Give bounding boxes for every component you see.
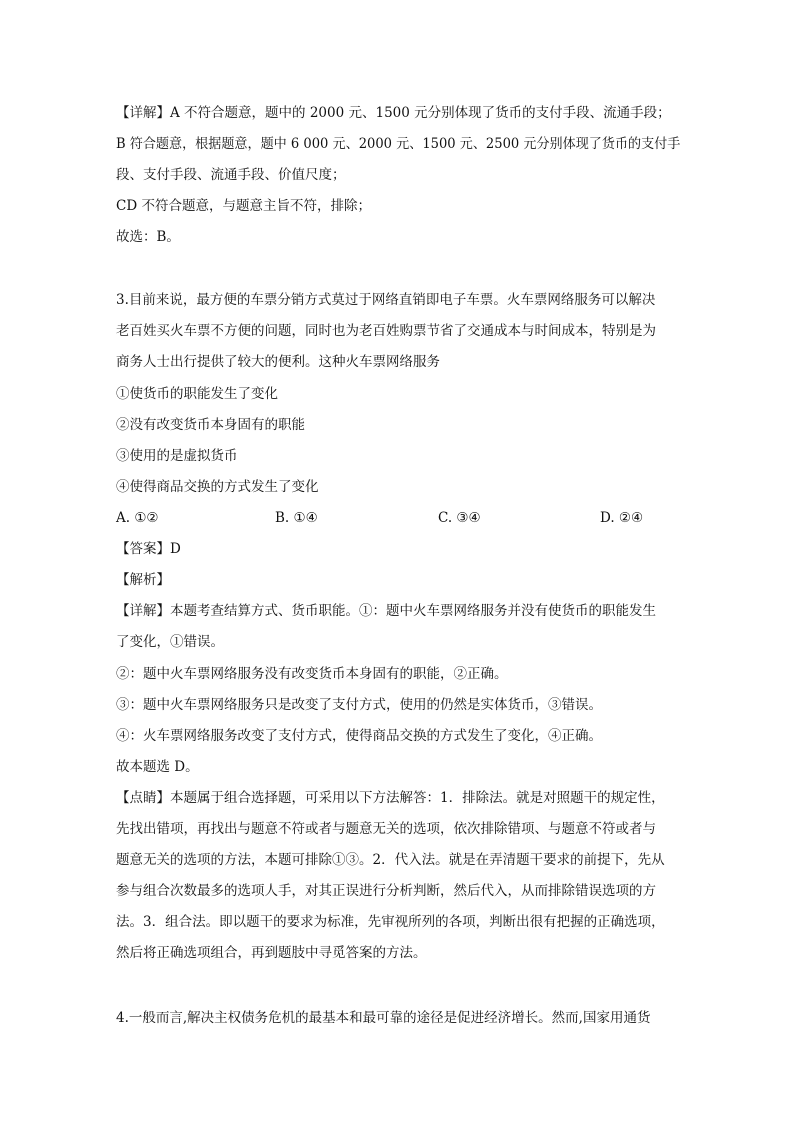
tips-line-4: 参与组合次数最多的选项人手，对其正误进行分析判断，然后代入，从而排除错误选项的方	[116, 883, 656, 899]
option-b: B. ①④	[275, 510, 318, 526]
detail-paragraph-line-3: 段、支付手段、流通手段、价值尺度；	[116, 167, 346, 183]
analysis-line-2: 了变化，①错误。	[116, 634, 224, 650]
option-d: D. ②④	[600, 510, 644, 526]
analysis-line-4: ③：题中火车票网络服务只是改变了支付方式，使用的仍然是实体货币，③错误。	[116, 697, 602, 713]
detail-paragraph-line-4: CD 不符合题意，与题意主旨不符，排除；	[116, 198, 371, 214]
question-3-stem-line-1: 3.目前来说，最方便的车票分销方式莫过于网络直销即电子车票。火车票网络服务可以解决	[116, 292, 656, 308]
question-3-item-2: ②没有改变货币本身固有的职能	[116, 417, 305, 433]
question-4-stem-line-1: 4.一般而言,解决主权债务危机的最基本和最可靠的途径是促进经济增长。然而,国家用通货	[116, 1010, 651, 1026]
tips-line-6: 然后将正确选项组合，再到题肢中寻觅答案的方法。	[116, 945, 427, 961]
analysis-line-5: ④：火车票网络服务改变了支付方式，使得商品交换的方式发生了变化，④正确。	[116, 728, 602, 744]
option-a: A. ①②	[116, 510, 159, 526]
detail-conclusion: 故选：B。	[116, 229, 180, 245]
question-3-item-4: ④使得商品交换的方式发生了变化	[116, 479, 319, 495]
detail-paragraph-line-1: 【详解】A 不符合题意，题中的 2000 元、1500 元分别体现了货币的支付手段、流通手段；	[116, 105, 671, 121]
analysis-line-1: 【详解】本题考查结算方式、货币职能。①：题中火车票网络服务并没有使货币的职能发生	[116, 603, 656, 619]
question-3-item-1: ①使货币的职能发生了变化	[116, 386, 278, 402]
analysis-line-3: ②：题中火车票网络服务没有改变货币本身固有的职能，②正确。	[116, 666, 508, 682]
tips-line-1: 【点睛】本题属于组合选择题，可采用以下方法解答：1．排除法。就是对照题干的规定性，	[116, 790, 665, 806]
analysis-conclusion: 故本题选 D。	[116, 759, 199, 775]
analysis-heading: 【解析】	[116, 572, 170, 588]
option-c: C. ③④	[438, 510, 481, 526]
detail-paragraph-line-2: B 符合题意，根据题意，题中 6 000 元、2000 元、1500 元、2500 元分别体现了货币的支付手	[116, 136, 681, 152]
question-3-item-3: ③使用的是虚拟货币	[116, 448, 238, 464]
answer-line: 【答案】D	[116, 541, 181, 557]
tips-line-5: 法。3．组合法。即以题干的要求为标准，先审视所列的各项，判断出很有把握的正确选项，	[116, 914, 665, 930]
question-3-stem-line-3: 商务人士出行提供了较大的便利。这种火车票网络服务	[116, 354, 440, 370]
tips-line-2: 先找出错项，再找出与题意不符或者与题意无关的选项，依次排除错项、与题意不符或者与	[116, 821, 656, 837]
question-3-stem-line-2: 老百姓买火车票不方便的问题，同时也为老百姓购票节省了交通成本与时间成本，特别是为	[116, 323, 656, 339]
tips-line-3: 题意无关的选项的方法，本题可排除①③。2．代入法。就是在弄清题干要求的前提下，先从	[116, 852, 665, 868]
